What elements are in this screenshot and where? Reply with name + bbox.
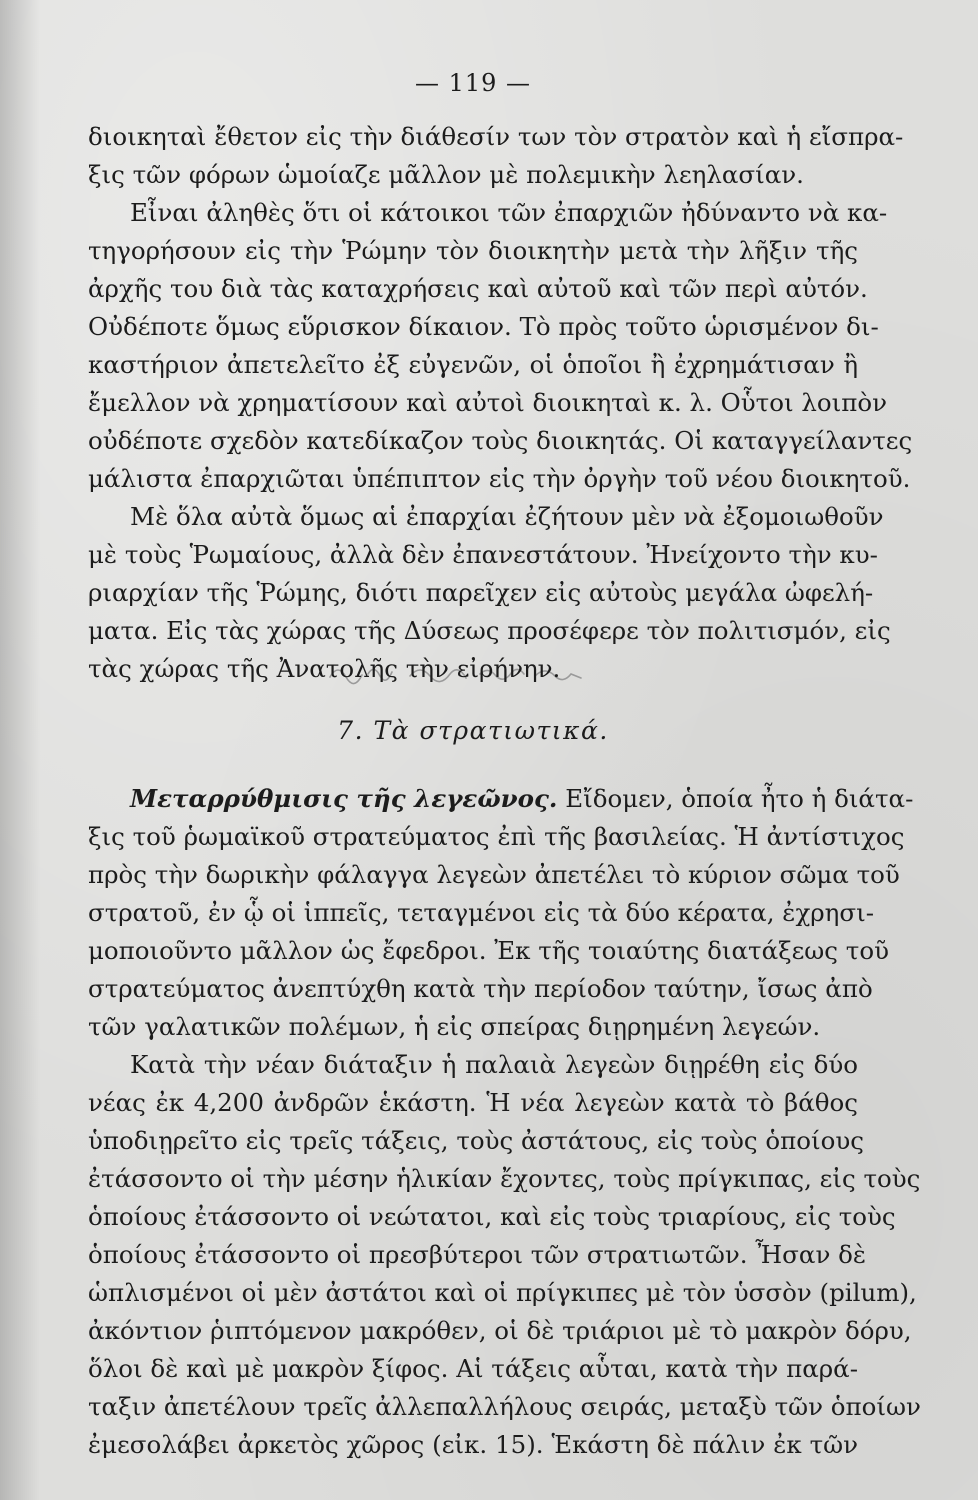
text-line: ταξιν ἀπετέλουν τρεῖς ἀλλεπαλλήλους σειράς, μεταξὺ τῶν ὁποίων (88, 1392, 921, 1421)
text-line: Εἶναι ἀληθὲς ὅτι οἱ κάτοικοι τῶν ἐπαρχιῶν ἠδύναντο νὰ κα- (130, 198, 888, 227)
text-line: τὰς χώρας τῆς Ἀνατολῆς τὴν εἰρήνην. (88, 654, 561, 683)
text-line: καστήριον ἀπετελεῖτο ἐξ εὐγενῶν, οἱ ὁποῖοι ἢ ἐχρημάτισαν ἢ (88, 350, 858, 379)
text-line (88, 780, 914, 818)
paragraph-3 (88, 498, 891, 688)
text-line: τῶν γαλατικῶν πολέμων, ἡ εἰς σπείρας διῃρημένη λεγεών. (88, 1012, 821, 1041)
text-line: διοικηταὶ ἔθετον εἰς τὴν διάθεσίν των τὸν στρατὸν καὶ ἡ εἴσπρα- (88, 122, 904, 151)
page-number: — 119 — (414, 69, 532, 97)
text-span: Εἴδομεν, ὁποία ἦτο ἡ διάτα- (557, 784, 914, 813)
paragraph-1 (88, 118, 904, 194)
text-line: νέας ἐκ 4,200 ἀνδρῶν ἑκάστη. Ἡ νέα λεγεὼν κατὰ τὸ βάθος (88, 1088, 858, 1117)
section-heading: 7. Τὰ στρατιωτικά. (337, 716, 609, 745)
text-line: στρατοῦ, ἐν ᾧ οἱ ἱππεῖς, τεταγμένοι εἰς τὰ δύο κέρατα, ἐχρησι- (88, 898, 874, 927)
paragraph-5 (88, 1046, 921, 1464)
text-line: Κατὰ τὴν νέαν διάταξιν ἡ παλαιὰ λεγεὼν διῃρέθη εἰς δύο (130, 1050, 858, 1079)
text-line: οὐδέποτε σχεδὸν κατεδίκαζον τοὺς διοικητάς. Οἱ καταγγείλαντες (88, 426, 913, 455)
text-line: ἀρχῆς του διὰ τὰς καταχρήσεις καὶ αὐτοῦ καὶ τῶν περὶ αὐτόν. (88, 274, 868, 303)
text-line: ἀκόντιον ῥιπτόμενον μακρόθεν, οἱ δὲ τριάριοι μὲ τὸ μακρὸν δόρυ, (88, 1316, 912, 1345)
text-line: πρὸς τὴν δωρικὴν φάλαγγα λεγεὼν ἀπετέλει τὸ κύριον σῶμα τοῦ (88, 860, 900, 889)
text-line: στρατεύματος ἀνεπτύχθη κατὰ τὴν περίοδον ταύτην, ἴσως ἀπὸ (88, 974, 873, 1003)
text-line: ξις τῶν φόρων ὡμοίαζε μᾶλλον μὲ πολεμικὴν λεηλασίαν. (88, 160, 804, 189)
paragraph-2 (88, 194, 913, 498)
text-line: τηγορήσουν εἰς τὴν Ῥώμην τὸν διοικητὴν μετὰ τὴν λῆξιν τῆς (88, 236, 858, 265)
text-line: ὁποίους ἐτάσσοντο οἱ νεώτατοι, καὶ εἰς τοὺς τριαρίους, εἰς τοὺς (88, 1202, 896, 1231)
text-line: Μὲ ὅλα αὐτὰ ὅμως αἱ ἐπαρχίαι ἐζήτουν μὲν νὰ ἐξομοιωθοῦν (130, 502, 884, 531)
text-line: Οὐδέποτε ὅμως εὕρισκον δίκαιον. Τὸ πρὸς τοῦτο ὡρισμένον δι- (88, 312, 879, 341)
text-line: μὲ τοὺς Ῥωμαίους, ἀλλὰ δὲν ἐπανεστάτουν. Ἠνείχοντο τὴν κυ- (88, 540, 878, 569)
text-line: ἐτάσσοντο οἱ τὴν μέσην ἡλικίαν ἔχοντες, τοὺς πρίγκιπας, εἰς τοὺς (88, 1164, 921, 1193)
paragraph-lead-title: Μεταρρύθμισις τῆς λεγεῶνος. (130, 784, 558, 813)
page-edge-shadow (0, 0, 40, 1500)
page-text (88, 56, 921, 1464)
text-line: ματα. Εἰς τὰς χώρας τῆς Δύσεως προσέφερε τὸν πολιτισμόν, εἰς (88, 616, 891, 645)
text-line: ὑποδιῃρεῖτο εἰς τρεῖς τάξεις, τοὺς ἀστάτους, εἰς τοὺς ὁποίους (88, 1126, 864, 1155)
paragraph-4 (88, 780, 914, 1046)
text-line: ἔμελλον νὰ χρηματίσουν καὶ αὐτοὶ διοικηταὶ κ. λ. Οὗτοι λοιπὸν (88, 388, 887, 417)
text-line: ὡπλισμένοι οἱ μὲν ἀστάτοι καὶ οἱ πρίγκιπες μὲ τὸν ὑσσὸν (pilum), (88, 1278, 917, 1307)
text-line: μοποιοῦντο μᾶλλον ὡς ἔφεδροι. Ἐκ τῆς τοιαύτης διατάξεως τοῦ (88, 936, 889, 965)
text-line: ριαρχίαν τῆς Ῥώμης, διότι παρεῖχεν εἰς αὐτοὺς μεγάλα ὠφελή- (88, 578, 874, 607)
text-line: ἐμεσολάβει ἀρκετὸς χῶρος (εἰκ. 15). Ἑκάστη δὲ πάλιν ἐκ τῶν (88, 1430, 858, 1459)
text-line: ξις τοῦ ῥωμαϊκοῦ στρατεύματος ἐπὶ τῆς βασιλείας. Ἡ ἀντίστιχος (88, 822, 905, 851)
text-line: ὅλοι δὲ καὶ μὲ μακρὸν ξίφος. Αἱ τάξεις αὗται, κατὰ τὴν παρά- (88, 1354, 858, 1383)
text-line: ὁποίους ἐτάσσοντο οἱ πρεσβύτεροι τῶν στρατιωτῶν. Ἦσαν δὲ (88, 1240, 867, 1269)
text-line: μάλιστα ἐπαρχιῶται ὑπέπιπτον εἰς τὴν ὀργὴν τοῦ νέου διοικητοῦ. (88, 464, 911, 493)
